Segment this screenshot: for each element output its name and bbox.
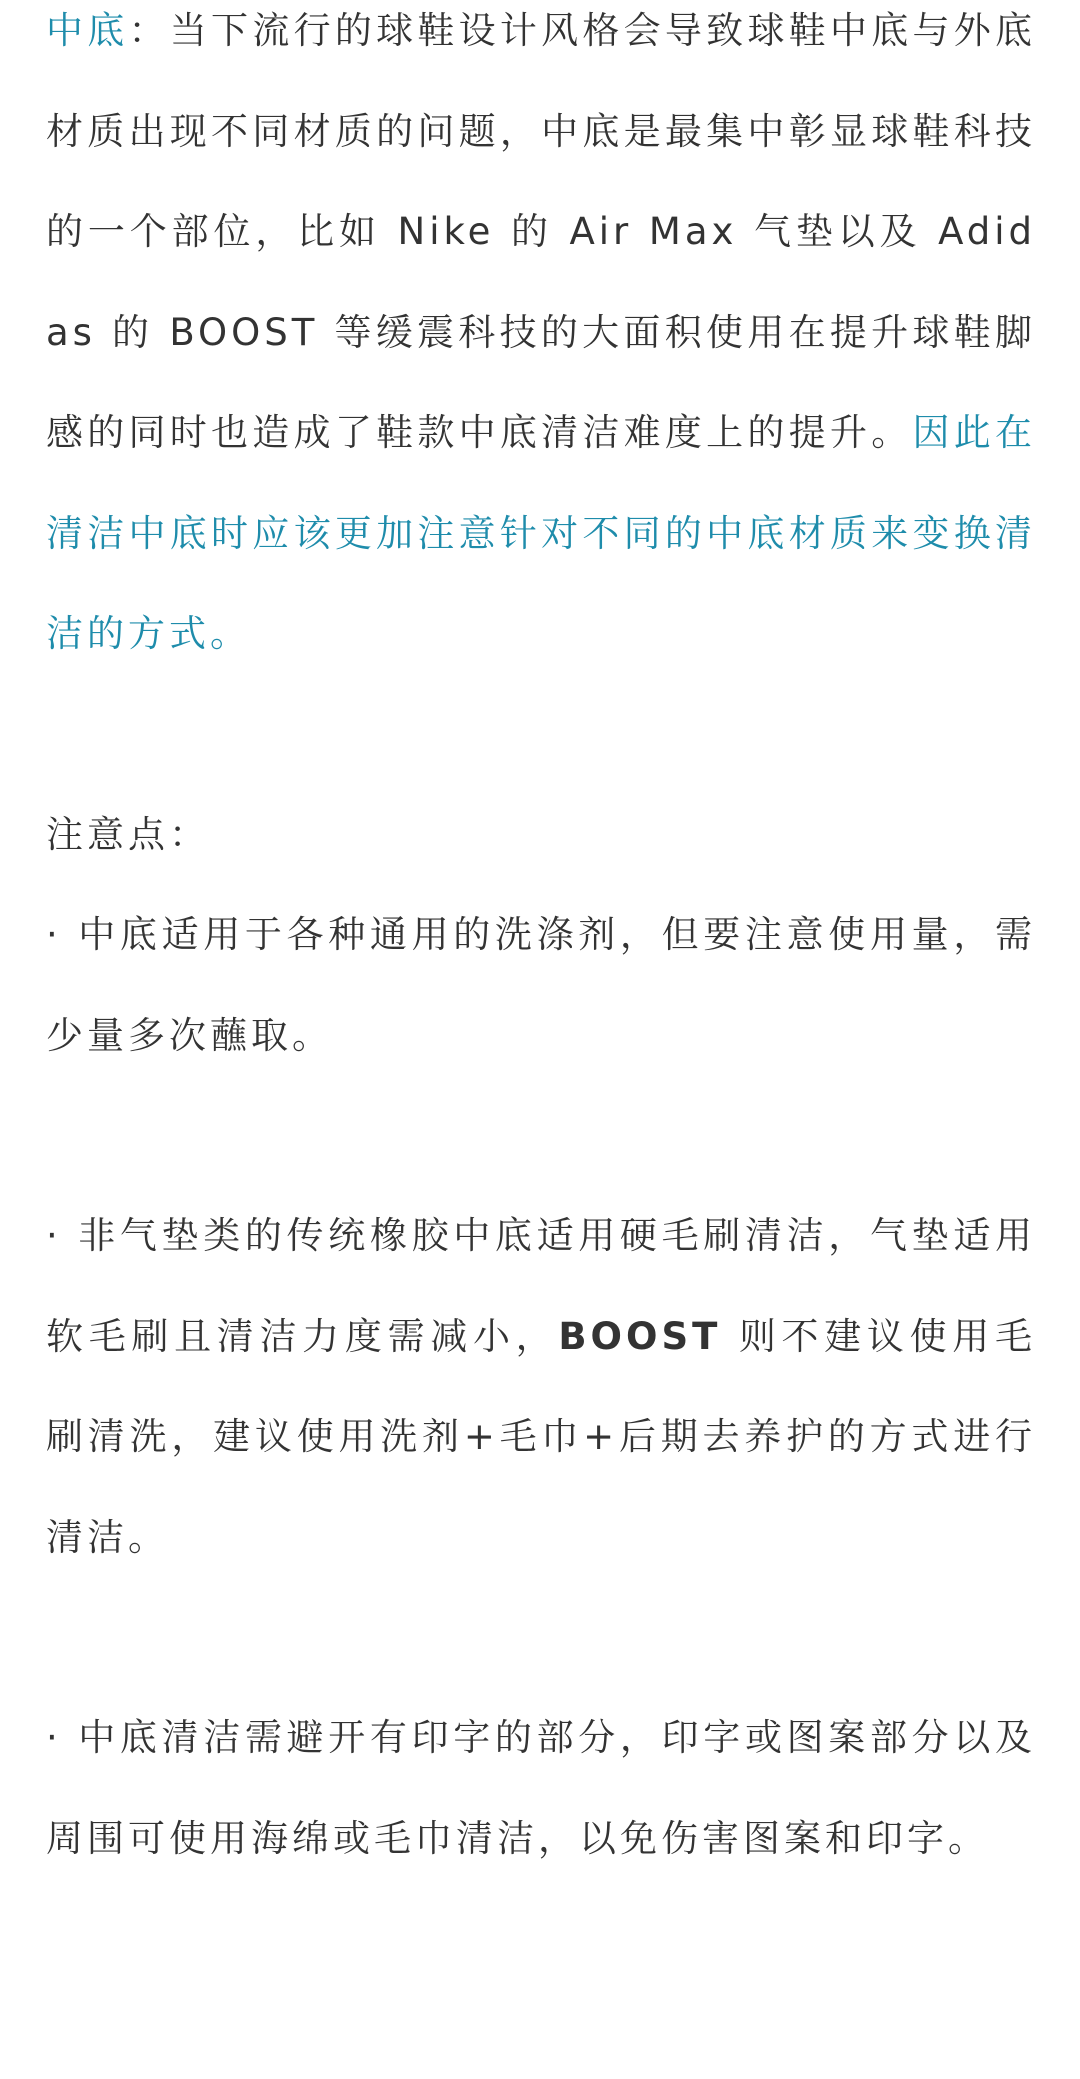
intro-label: 中底 [46, 9, 129, 52]
note-item-2-part-a: · 非气垫类的传统橡胶中底适用硬毛刷清洁，气垫适用软毛刷且清洁力度需减小， [46, 1214, 1036, 1358]
note-item-2-part-b: 则不建议使用毛刷清洗，建议使用洗剂+毛巾+后期去养护的方式进行清洁。 [46, 1314, 1036, 1559]
note-item-1: · 中底适用于各种通用的洗涤剂，但要注意使用量，需少量多次蘸取。 [46, 913, 1036, 1057]
article-body [46, 0, 1036, 1889]
note-item-3: · 中底清洁需避开有印字的部分，印字或图案部分以及周围可使用海绵或毛巾清洁，以免伤害图案和印字。 [46, 1716, 1036, 1860]
intro-highlight: 因此在清洁中底时应该更加注意针对不同的中底材质来变换清洁的方式。 [46, 411, 1037, 655]
intro-paragraph [46, 0, 1036, 685]
notes-heading: 注意点： [46, 812, 210, 856]
intro-text: ：当下流行的球鞋设计风格会导致球鞋中底与外底材质出现不同材质的问题，中底是最集中彰显球鞋科技的一个部位，比如 Nike 的 Air Max 气垫以及 Adidas 的 BOOST 等缓震科技的大面积使用在提升球鞋脚感的同时也造成了鞋款中底清洁难度上的提升。 [46, 9, 1037, 454]
note-item-2-bold: BOOST [558, 1314, 722, 1358]
note-item-2 [46, 1186, 1036, 1588]
